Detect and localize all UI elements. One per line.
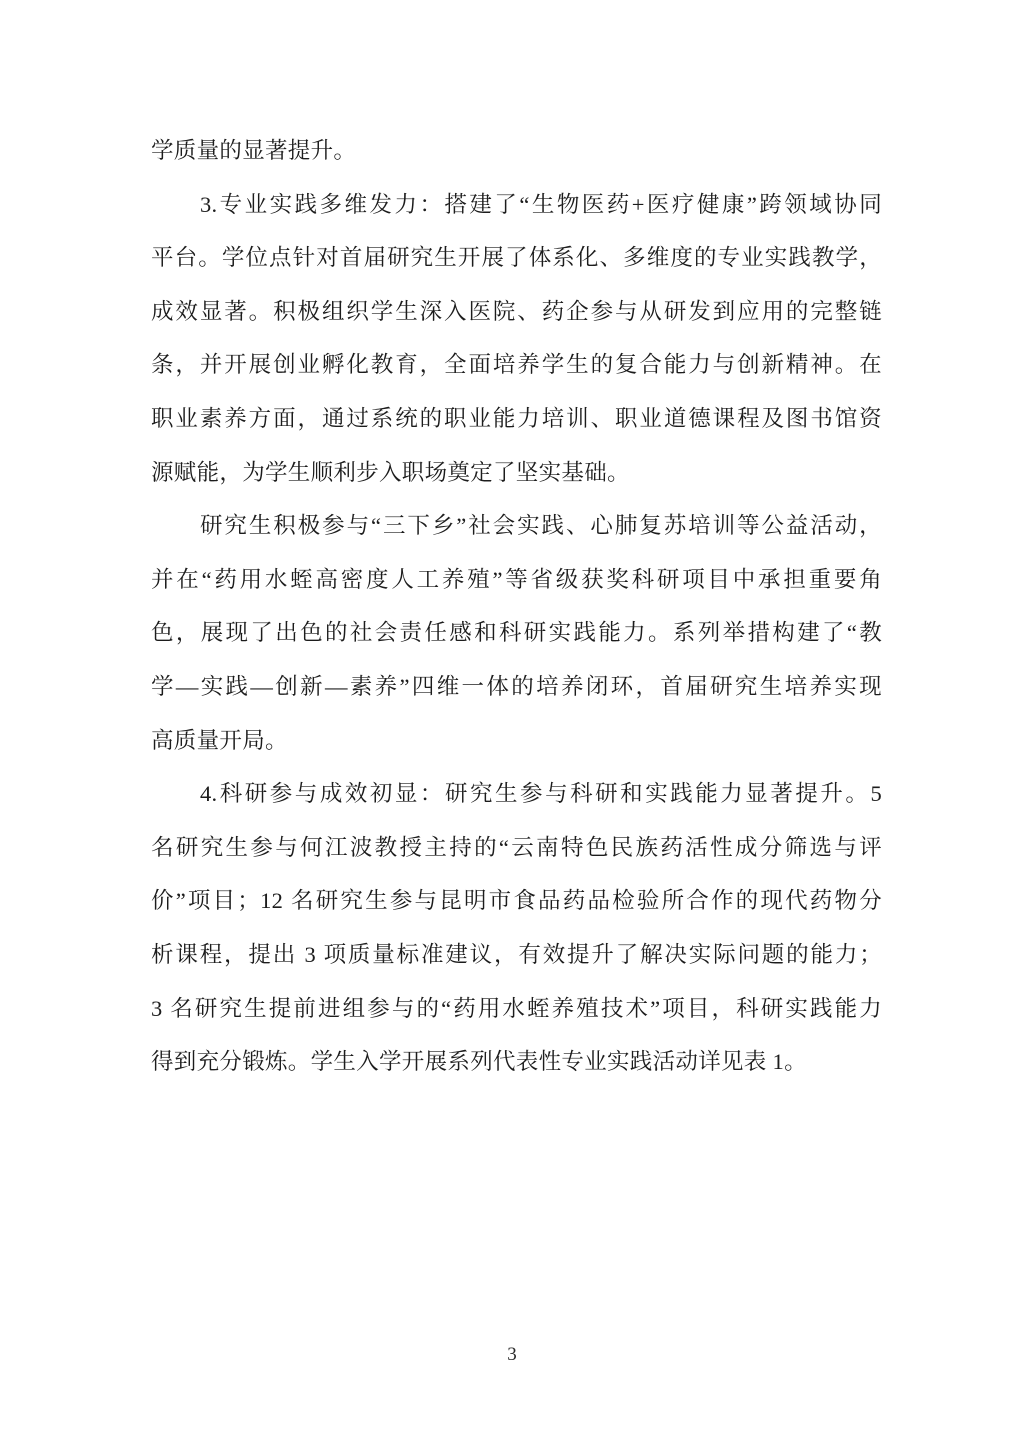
text-line: 成效显著。积极组织学生深入医院、药企参与从研发到应用的完整链 bbox=[151, 298, 882, 324]
text-line: 3.专业实践多维发力：搭建了“生物医药+医疗健康”跨领域协同 bbox=[200, 191, 882, 217]
text-line: 析课程，提出 3 项质量标准建议，有效提升了解决实际问题的能力； bbox=[151, 941, 882, 967]
text-line: 4.科研参与成效初显：研究生参与科研和实践能力显著提升。5 bbox=[200, 781, 882, 807]
text-line: 名研究生参与何江波教授主持的“云南特色民族药活性成分筛选与评 bbox=[151, 834, 882, 860]
text-line: 职业素养方面，通过系统的职业能力培训、职业道德课程及图书馆资 bbox=[151, 405, 882, 431]
page-number: 3 bbox=[507, 1344, 517, 1365]
paragraph bbox=[151, 178, 882, 500]
text-line: 条，并开展创业孵化教育，全面培养学生的复合能力与创新精神。在 bbox=[151, 352, 882, 378]
paragraph bbox=[151, 124, 882, 178]
paragraph bbox=[151, 767, 882, 1089]
text-line: 高质量开局。 bbox=[151, 727, 288, 753]
paragraph bbox=[151, 499, 882, 767]
text-line: 3 名研究生提前进组参与的“药用水蛭养殖技术”项目，科研实践能力 bbox=[151, 995, 882, 1021]
text-line: 并在“药用水蛭高密度人工养殖”等省级获奖科研项目中承担重要角 bbox=[151, 566, 882, 592]
text-line: 平台。学位点针对首届研究生开展了体系化、多维度的专业实践教学， bbox=[151, 245, 882, 271]
text-line: 色，展现了出色的社会责任感和科研实践能力。系列举措构建了“教 bbox=[151, 620, 882, 646]
text-line: 研究生积极参与“三下乡”社会实践、心肺复苏培训等公益活动， bbox=[200, 513, 882, 539]
text-line: 源赋能，为学生顺利步入职场奠定了坚实基础。 bbox=[151, 459, 630, 485]
text-line: 学—实践—创新—素养”四维一体的培养闭环，首届研究生培养实现 bbox=[151, 673, 882, 699]
text-line: 得到充分锻炼。学生入学开展系列代表性专业实践活动详见表 1。 bbox=[151, 1049, 807, 1075]
text-line: 价”项目；12 名研究生参与昆明市食品药品检验所合作的现代药物分 bbox=[151, 888, 882, 914]
page-footer bbox=[0, 1340, 1024, 1370]
text-line: 学质量的显著提升。 bbox=[151, 138, 357, 163]
document-body bbox=[151, 124, 882, 1089]
